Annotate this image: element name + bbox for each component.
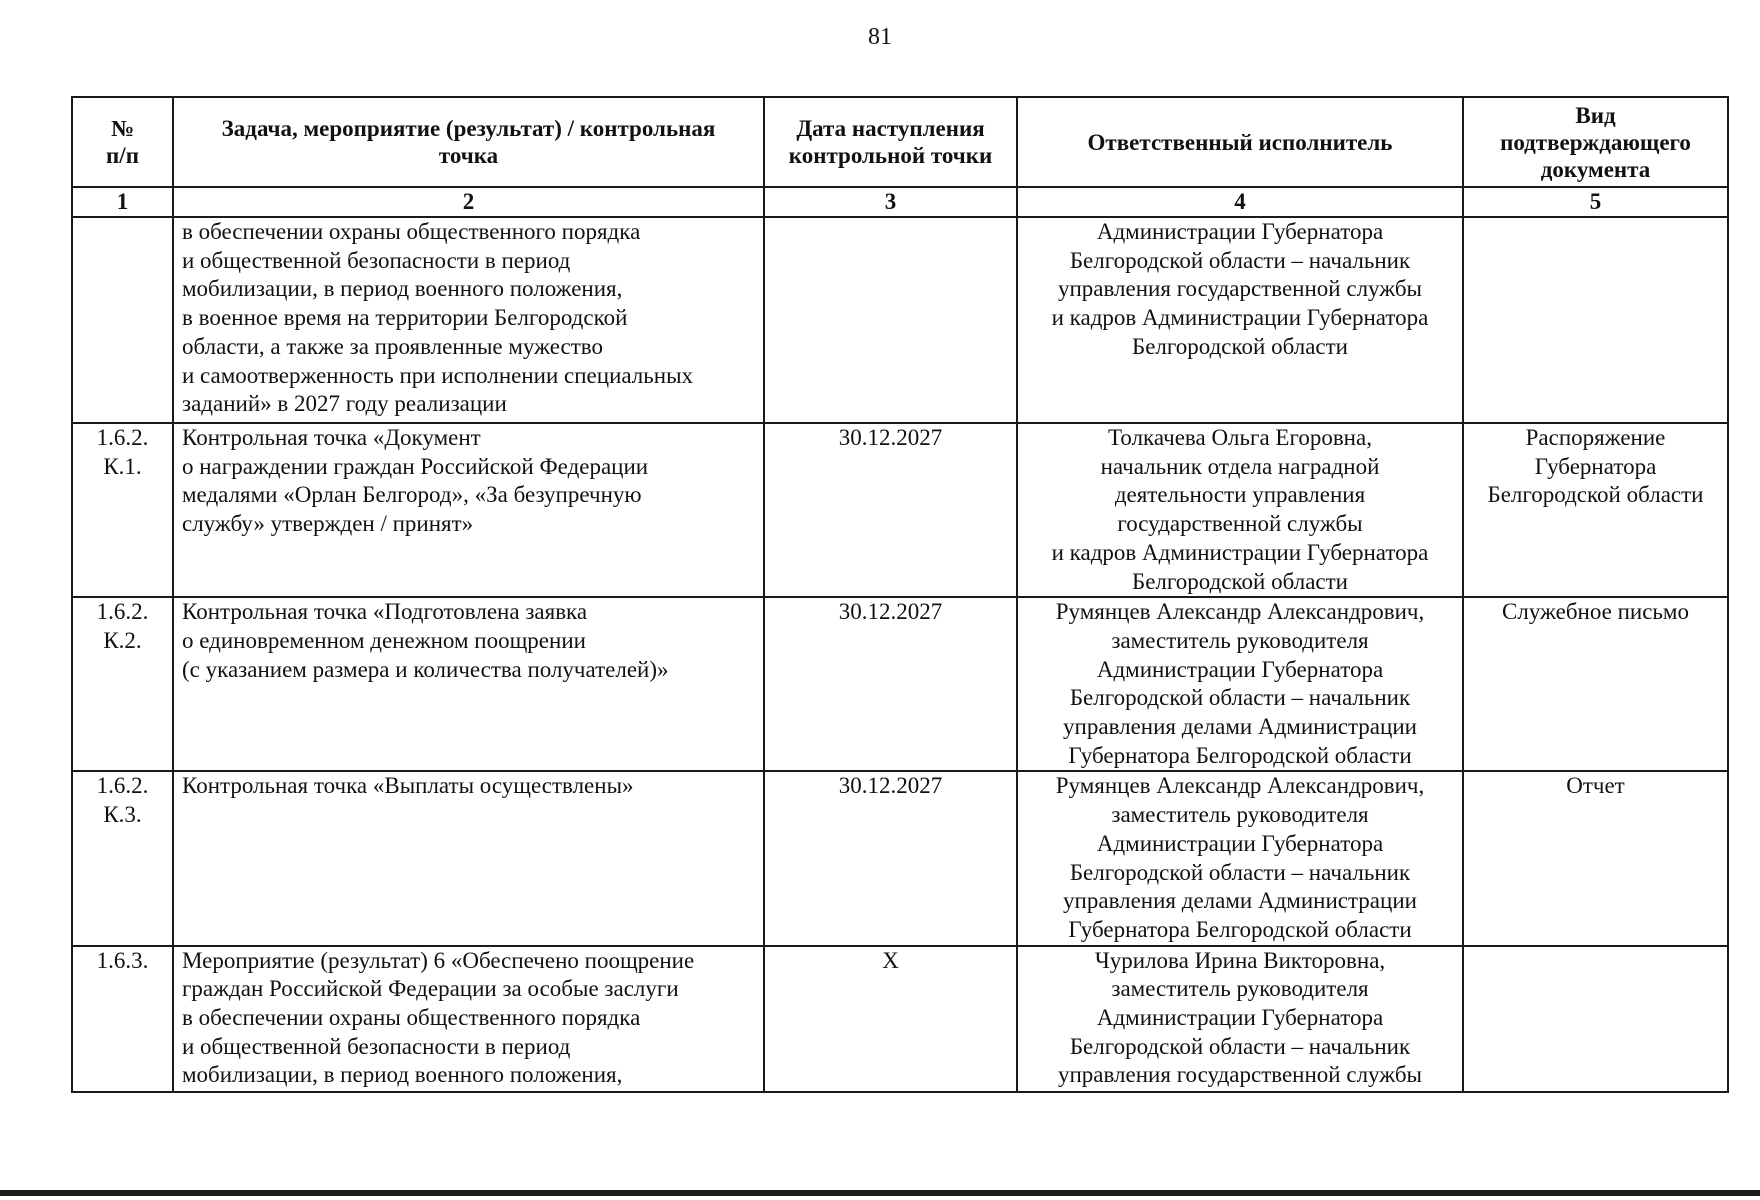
header-cell-date <box>764 97 1017 187</box>
task-cell <box>173 423 764 597</box>
text-line: 1.6.2. <box>96 773 149 799</box>
task-cell <box>173 597 764 771</box>
text-line: медалями «Орлан Белгород», «За безупречную <box>182 482 642 508</box>
header-cell-document <box>1463 97 1728 187</box>
table-row <box>72 771 1728 945</box>
text-line: Администрации Губернатора <box>1096 219 1384 244</box>
date-cell: 30.12.2027 <box>764 423 1017 597</box>
text-line: Контрольная точка «Подготовлена заявка <box>182 599 588 625</box>
text-line: мобилизации, в период военного положения, <box>182 1062 623 1088</box>
control-points-table <box>71 96 1729 1093</box>
responsible-cell <box>1017 771 1463 945</box>
header-cell-responsible <box>1017 97 1463 187</box>
text-line: граждан Российской Федерации за особые заслуги <box>182 976 679 1002</box>
responsible-cell <box>1017 946 1463 1092</box>
document-cell <box>1463 423 1728 597</box>
text-line: заданий» в 2027 году реализации <box>182 391 507 417</box>
text-line: К.2. <box>103 627 142 653</box>
row-number-cell <box>72 946 173 1092</box>
text-line: о единовременном денежном поощрении <box>182 627 586 653</box>
date-cell: Х <box>764 946 1017 1092</box>
text-line: управления делами Администрации <box>1063 714 1417 740</box>
text-line: и общественной безопасности в период <box>182 1033 571 1059</box>
text-line: и кадров Администрации Губернатора <box>1051 305 1429 331</box>
text-line: Губернатора Белгородской области <box>1068 742 1412 768</box>
responsible-cell <box>1017 423 1463 597</box>
text-line: начальник отдела наградной <box>1100 453 1380 479</box>
text-line: подтверждающего <box>1500 129 1691 155</box>
text-line: в обеспечении охраны общественного порядка <box>182 219 641 244</box>
text-line: Вид <box>1575 102 1616 128</box>
column-number-row <box>72 187 1728 217</box>
text-line: и общественной безопасности в период <box>182 247 571 273</box>
column-number: 3 <box>764 187 1017 217</box>
text-line: мобилизации, в период военного положения, <box>182 276 623 302</box>
task-cell <box>173 946 764 1092</box>
text-line: Служебное письмо <box>1502 599 1689 625</box>
text-line: Администрации Губернатора <box>1096 656 1384 682</box>
document-cell <box>1463 597 1728 771</box>
column-number: 1 <box>72 187 173 217</box>
text-line: (с указанием размера и количества получателей)» <box>182 656 669 682</box>
column-number: 4 <box>1017 187 1463 217</box>
text-line: о награждении граждан Российской Федерации <box>182 453 649 479</box>
text-line: Задача, мероприятие (результат) / контрольная <box>221 116 716 141</box>
header-cell-number <box>72 97 173 187</box>
text-line: деятельности управления <box>1114 482 1366 508</box>
text-line: Белгородской области – начальник <box>1069 859 1411 885</box>
text-line: Белгородской области <box>1132 333 1348 359</box>
text-line: области, а также за проявленные мужество <box>182 333 603 359</box>
task-cell <box>173 771 764 945</box>
task-cell <box>173 217 764 423</box>
text-line: Толкачева Ольга Егоровна, <box>1108 425 1372 450</box>
document-cell <box>1463 946 1728 1092</box>
text-line: Белгородской области – начальник <box>1069 685 1411 711</box>
text-line: п/п <box>106 143 139 168</box>
responsible-cell <box>1017 597 1463 771</box>
text-line: 1.6.3. <box>96 947 149 973</box>
header-row <box>72 97 1728 187</box>
text-line: Губернатора Белгородской области <box>1068 916 1412 942</box>
text-line: 1.6.2. <box>96 425 149 450</box>
row-number-cell <box>72 217 173 423</box>
text-line: Администрации Губернатора <box>1096 830 1384 856</box>
text-line: Дата наступления <box>796 116 985 141</box>
text-line: № <box>110 116 135 141</box>
text-line: Белгородской области <box>1132 568 1348 594</box>
date-cell: 30.12.2027 <box>764 597 1017 771</box>
text-line: заместитель руководителя <box>1111 627 1369 653</box>
document-cell <box>1463 771 1728 945</box>
text-line: государственной службы <box>1117 511 1363 537</box>
text-line: управления государственной службы <box>1057 276 1422 302</box>
text-line: Контрольная точка «Документ <box>182 425 481 450</box>
date-cell <box>764 217 1017 423</box>
text-line: службу» утвержден / принят» <box>182 511 474 537</box>
table-row <box>72 217 1728 423</box>
date-cell: 30.12.2027 <box>764 771 1017 945</box>
row-number-cell <box>72 771 173 945</box>
text-line: Белгородской области – начальник <box>1069 1033 1411 1059</box>
text-line: и кадров Администрации Губернатора <box>1051 539 1429 565</box>
text-line: Румянцев Александр Александрович, <box>1055 773 1425 799</box>
column-number: 5 <box>1463 187 1728 217</box>
row-number-cell <box>72 423 173 597</box>
text-line: К.1. <box>103 453 142 479</box>
text-line: заместитель руководителя <box>1111 976 1369 1002</box>
text-line: документа <box>1540 156 1651 182</box>
text-line: Губернатора <box>1534 453 1657 479</box>
text-line: и самоотверженность при исполнении специальных <box>182 362 694 388</box>
text-line: управления государственной службы <box>1057 1062 1422 1088</box>
document-cell <box>1463 217 1728 423</box>
text-line: в обеспечении охраны общественного порядка <box>182 1005 641 1031</box>
text-line: 1.6.2. <box>96 599 149 625</box>
text-line: Белгородской области – начальник <box>1069 247 1411 273</box>
text-line: Ответственный исполнитель <box>1087 129 1393 155</box>
text-line: в военное время на территории Белгородской <box>182 305 628 331</box>
table-row <box>72 597 1728 771</box>
text-line: Чурилова Ирина Викторовна, <box>1094 947 1386 973</box>
table-row <box>72 423 1728 597</box>
text-line: Контрольная точка «Выплаты осуществлены» <box>182 773 634 799</box>
text-line: управления делами Администрации <box>1063 888 1417 914</box>
text-line: заместитель руководителя <box>1111 802 1369 828</box>
text-line: Отчет <box>1566 773 1625 799</box>
table-row <box>72 946 1728 1092</box>
scan-bottom-edge <box>0 1190 1760 1196</box>
text-line: точка <box>438 143 499 168</box>
text-line: Распоряжение <box>1525 425 1666 450</box>
text-line: Администрации Губернатора <box>1096 1005 1384 1031</box>
page-number: 81 <box>868 24 892 50</box>
text-line: Мероприятие (результат) 6 «Обеспечено поощрение <box>182 947 695 973</box>
text-line: Белгородской области <box>1487 482 1704 508</box>
header-cell-task <box>173 97 764 187</box>
text-line: контрольной точки <box>788 143 993 168</box>
column-number: 2 <box>173 187 764 217</box>
responsible-cell <box>1017 217 1463 423</box>
text-line: Румянцев Александр Александрович, <box>1055 599 1425 625</box>
row-number-cell <box>72 597 173 771</box>
text-line: К.3. <box>103 802 142 828</box>
